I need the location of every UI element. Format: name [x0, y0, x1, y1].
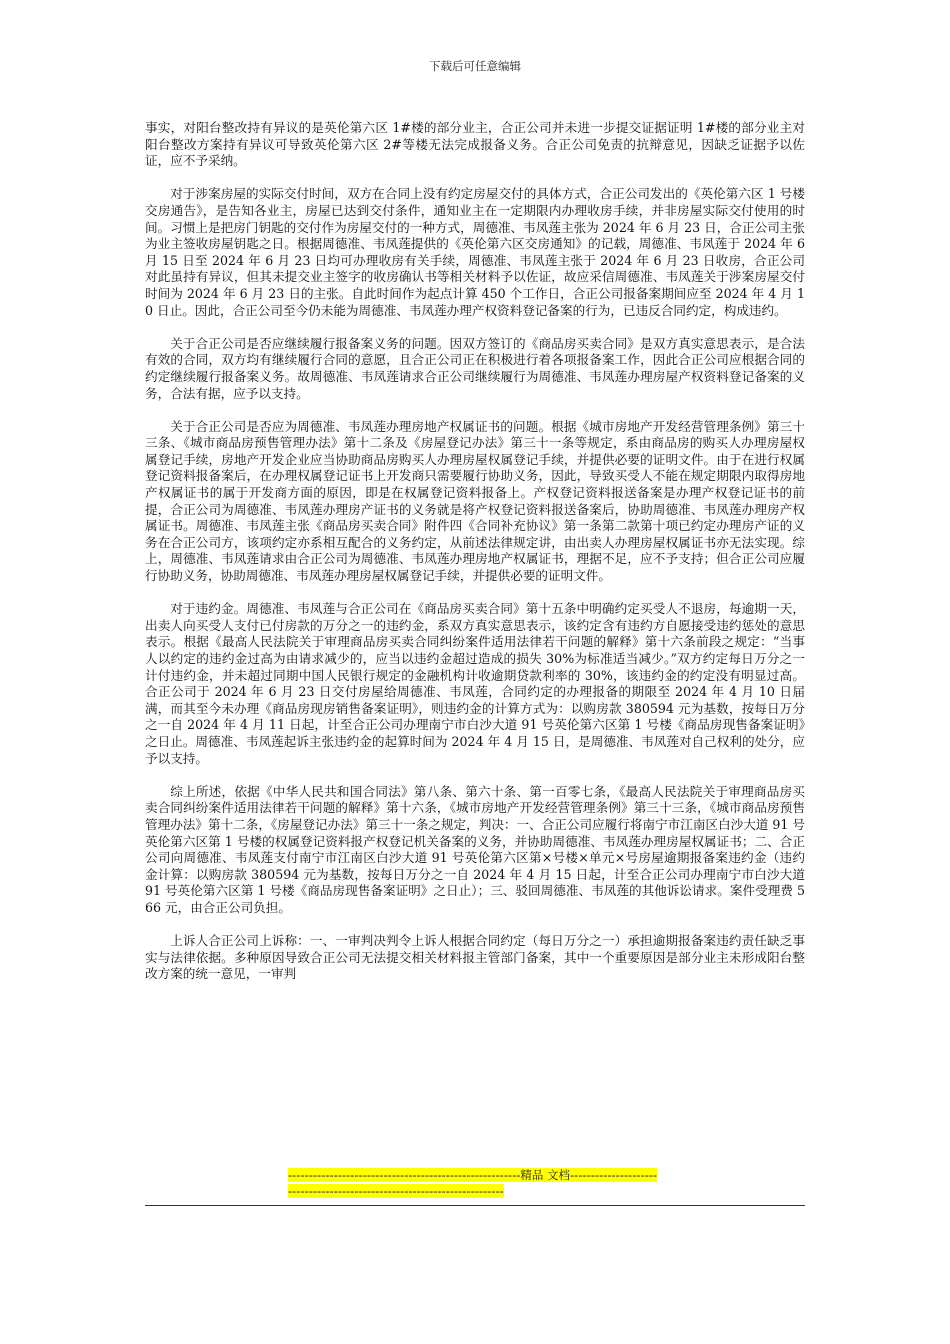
- footer-divider: [145, 1205, 805, 1206]
- paragraph-6: 综上所述，依据《中华人民共和国合同法》第八条、第六十条、第一百零七条，《最高人民法院关于审理商品房买卖合同纠纷案件适用法律若干问题的解释》第十六条，《城市房地产开发经营管理条例》第三十三条，《城市商品房预售管理办法》第十二条，《房屋登记办法》第三十一条之规定，判决：一、合正公司应履行将南宁市江南区白沙大道 91 号英伦第六区第 1 号楼的权属登记资料报产权登记机关备案的义务，并协助周德准、韦凤莲办理房屋权属证书；二、合正公司向周德准、韦凤莲支付南宁市江南区白沙大道 91 号英伦第六区第×号楼×单元×号房屋逾期报备案违约金（违约金计算：以购房款 380594 元为基数，按每日万分之一自 2024 年 4 月 15 日起，计至合正公司办理南宁市白沙大道 91 号英伦第六区第 1 号楼《商品房现售备案证明》之日止）；三、驳回周德准、韦凤莲的其他诉讼请求。案件受理费 566 元，由合正公司负担。: [145, 783, 806, 915]
- paragraph-1: 事实，对阳台整改持有异议的是英伦第六区 1#楼的部分业主，合正公司并未进一步提交证据证明 1#楼的部分业主对阳台整改方案持有异议可导致英伦第六区 2#等楼无法完成报备义务。合正公司免责的抗辩意见，因缺乏证据予以佐证，应不予采纳。: [145, 120, 805, 169]
- paragraph-7: 上诉人合正公司上诉称：一、一审判决判令上诉人根据合同约定（每日万分之一）承担逾期报备案违约责任缺乏事实与法律依据。多种原因导致合正公司无法提交相关材料报主管部门备案，其中一个重要原因是部分业主未形成阳台整改方案的统一意见，一审判: [145, 933, 805, 982]
- paragraph-4: 关于合正公司是否应为周德准、韦凤莲办理房地产权属证书的问题。根据《城市房地产开发经营管理条例》第三十三条、《城市商品房预售管理办法》第十二条及《房屋登记办法》第三十一条等规定，系由商品房的购买人办理房屋权属登记手续，房地产开发企业应当协助商品房购买人办理房屋权属登记手续，并提供必要的证明文件。由于在进行权属登记资料报备案后，在办理权属登记证书上开发商只需要履行协助义务，因此，导致买受人不能在规定期限内取得房地产权属证书的属于开发商方面的原因，即是在权属登记资料报备上。产权登记资料报送备案是办理产权登记证书的前提，合正公司为周德准、韦凤莲办理房产证书的义务就是将产权登记资料报送备案后，协助周德准、韦凤莲办理房产权属证书。周德准、韦凤莲主张《商品房买卖合同》附件四《合同补充协议》第一条第二款第十项已约定办理房产证的义务在合正公司方，该项约定亦系相互配合的义务约定，从前述法律规定讲，由出卖人办理房屋权属证书亦无法实现。综上，周德准、韦凤莲请求由合正公司为周德准、韦凤莲办理房地产权属证书，理据不足，应不予支持；但合正公司应履行协助义务，协助周德准、韦凤莲办理房屋权属登记手续，并提供必要的证明文件。: [145, 418, 805, 584]
- paragraph-3: 关于合正公司是否应继续履行报备案义务的问题。因双方签订的《商品房买卖合同》是双方真实意思表示，是合法有效的合同，双方均有继续履行合同的意愿，且合正公司正在积极进行着各项报备案工作，因此合正公司应根据合同的约定继续履行报备案义务。故周德准、韦凤莲请求合正公司继续履行为周德准、韦凤莲办理房屋产权资料登记备案的义务，合法有据，应予以支持。: [145, 335, 805, 401]
- paragraph-5: 对于违约金。周德准、韦凤莲与合正公司在《商品房买卖合同》第十五条中明确约定买受人不退房，每逾期一天，出卖人向买受人支付已付房款的万分之一的违约金，系双方真实意思表示，该约定含有违约方自愿接受违约惩处的意思表示。根据《最高人民法院关于审理商品房买卖合同纠纷案件适用法律若干问题的解释》第十六条前段之规定：“当事人以约定的违约金过高为由请求减少的，应当以违约金超过造成的损失 30%为标准适当减少。”双方约定每日万分之一计付违约金，并未超过同期中国人民银行规定的金融机构计收逾期贷款利率的 30%，该违约金的约定没有明显过高。合正公司于 2024 年 6 月 23 日交付房屋给周德准、韦凤莲，合同约定的办理报备的期限至 2024 年 4 月 10 日届满，而其至今未办理《商品房现房销售备案证明》，则违约金的计算方式为：以购房款 380594 元为基数，按每日万分之一自 2024 年 4 月 11 日起，计至合正公司办理南宁市白沙大道 91 号英伦第六区第 1 号楼《商品房现售备案证明》之日止。周德准、韦凤莲起诉主张违约金的起算时间为 2024 年 4 月 15 日，是周德准、韦凤莲对自己权利的处分，应予以支持。: [145, 601, 805, 766]
- footer-note-text: --------------------------------------------------------精品 文档-------------------------------------------------------------------------: [288, 1168, 658, 1198]
- document-body: [145, 120, 805, 983]
- page-header: 下载后可任意编辑: [429, 59, 521, 73]
- footer-watermark-note: [288, 1167, 660, 1199]
- paragraph-2: 对于涉案房屋的实际交付时间，双方在合同上没有约定房屋交付的具体方式，合正公司发出的《英伦第六区 1 号楼交房通告》，是告知各业主，房屋已达到交付条件，通知业主在一定期限内办理收房手续，并非房屋实际交付使用的时间。习惯上是把房门钥匙的交付作为房屋交付的一种方式，周德准、韦凤莲主张为 2024 年 6 月 23 日，合正公司主张为业主签收房屋钥匙之日。根据周德准、韦凤莲提供的《英伦第六区交房通知》的记载，周德准、韦凤莲于 2024 年 6 月 15 日至 2024 年 6 月 23 日均可办理收房有关手续，周德准、韦凤莲主张于 2024 年 6 月 23 日收房，合正公司对此虽持有异议，但其未提交业主签字的收房确认书等相关材料予以佐证，故应采信周德准、韦凤莲关于涉案房屋交付时间为 2024 年 6 月 23 日的主张。自此时间作为起点计算 450 个工作日，合正公司报备案期间应至 2024 年 4 月 10 日止。因此，合正公司至今仍未能为周德准、韦凤莲办理产权资料登记备案的行为，已违反合同约定，构成违约。: [145, 186, 805, 318]
